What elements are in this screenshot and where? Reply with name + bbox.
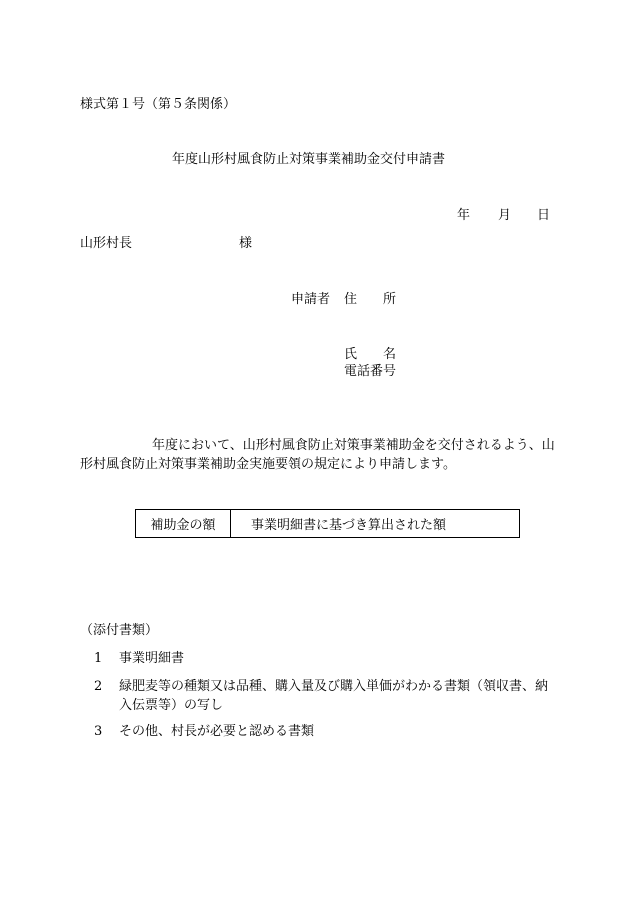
attachment-item bbox=[94, 723, 559, 740]
address-label: 住 所 bbox=[344, 292, 397, 307]
attachment-number: 1 bbox=[94, 651, 103, 666]
phone-label: 電話番号 bbox=[344, 364, 397, 379]
attachment-item bbox=[94, 677, 559, 715]
document-title: 年度山形村風食防止対策事業補助金交付申請書 bbox=[172, 152, 446, 167]
amount-value: 事業明細書に基づき算出された額 bbox=[251, 518, 447, 533]
attachments-heading: （添付書類） bbox=[80, 623, 159, 638]
addressee-honorific: 様 bbox=[239, 236, 253, 251]
date-line bbox=[457, 207, 550, 224]
date-month-label: 月 bbox=[498, 208, 512, 223]
body-text-content: 年度において、山形村風食防止対策事業補助金を交付されるよう、山形村風食防止対策事業補助金実施要領の規定により申請します。 bbox=[80, 438, 555, 472]
date-year-label: 年 bbox=[457, 208, 471, 223]
date-day-label: 日 bbox=[537, 208, 551, 223]
amount-label: 補助金の額 bbox=[136, 510, 231, 537]
attachment-text: その他、村長が必要と認める書類 bbox=[119, 724, 315, 739]
attachment-text: 事業明細書 bbox=[119, 651, 185, 666]
name-label: 氏 名 bbox=[344, 347, 397, 362]
addressee-name: 山形村長 bbox=[80, 236, 133, 251]
attachment-text: 緑肥麦等の種類又は品種、購入量及び購入単価がわかる書類（領収書、納入伝票等）の写し bbox=[119, 679, 549, 713]
form-number: 様式第１号（第５条関係） bbox=[80, 97, 237, 112]
applicant-label: 申請者 bbox=[291, 292, 331, 307]
body-text bbox=[80, 436, 560, 474]
attachment-number: 3 bbox=[94, 724, 103, 739]
attachment-number: 2 bbox=[94, 679, 103, 694]
attachment-item bbox=[94, 650, 559, 667]
amount-table bbox=[135, 509, 520, 538]
